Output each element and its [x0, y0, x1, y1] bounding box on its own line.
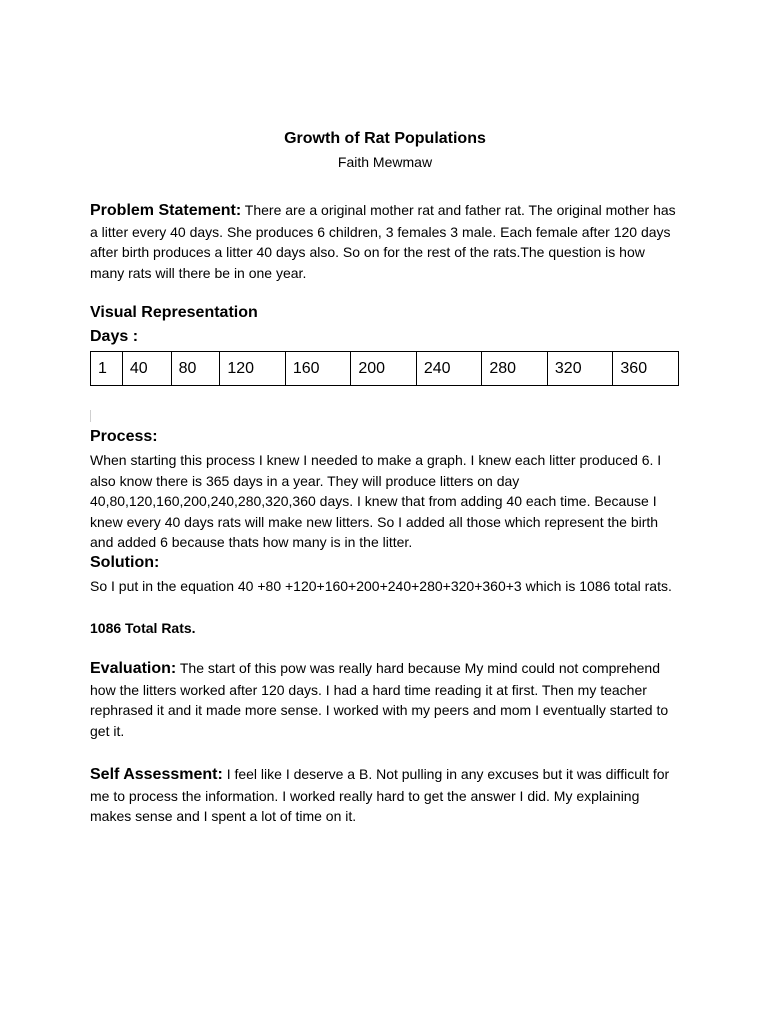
problem-statement-text: There are a original mother rat and father rat. The original mother has a litter every 40 days. She produces 6 children, 3 females 3 male. Each female after 120 days after birth produces a litter 40 days also. So on for the rest of the rats.The question is how many rats will there be in one year.	[90, 202, 676, 281]
evaluation-heading: Evaluation:	[90, 660, 177, 677]
days-label: Days :	[90, 328, 139, 345]
document-title: Growth of Rat Populations	[284, 130, 486, 147]
days-table	[90, 351, 679, 386]
problem-statement-heading: Problem Statement:	[90, 202, 242, 219]
process-text: When starting this process I knew I needed to make a graph. I knew each litter produced 6. I also know there is 365 days in a year. They will produce litters on day 40,80,120,160,200,240,280,320,360 days. I knew that from adding 40 each time. Because I knew every 40 days rats will make new litters. So I added all those which represent the birth and added 6 because thats how many is in the litter.	[90, 452, 662, 550]
evaluation-text: The start of this pow was really hard because My mind could not comprehend how the litters worked after 120 days. I had a hard time reading it at first. Then my teacher rephrased it and it made more sense. I worked with my peers and mom I eventually started to get it.	[90, 660, 669, 739]
day-cell: 320	[547, 352, 613, 386]
day-cell: 80	[171, 352, 220, 386]
days-table-row	[91, 352, 679, 386]
process-heading: Process:	[90, 428, 158, 445]
evaluation-section	[90, 658, 680, 741]
visual-representation-heading: Visual Representation	[90, 304, 258, 321]
text-cursor	[90, 410, 91, 422]
day-cell: 120	[220, 352, 286, 386]
self-assessment-section	[90, 764, 680, 827]
self-assessment-heading: Self Assessment:	[90, 766, 223, 783]
day-cell: 1	[91, 352, 123, 386]
solution-result: 1086 Total Rats.	[90, 620, 196, 636]
solution-text: So I put in the equation 40 +80 +120+160+200+240+280+320+360+3 which is 1086 total rats.	[90, 578, 672, 594]
solution-heading: Solution:	[90, 554, 160, 571]
day-cell: 280	[482, 352, 548, 386]
problem-statement-section	[90, 200, 680, 283]
self-assessment-text: I feel like I deserve a B. Not pulling in any excuses but it was difficult for me to process the information. I worked really hard to get the answer I did. My explaining makes sense and I spent a lot of time on it.	[90, 766, 670, 824]
day-cell: 160	[285, 352, 351, 386]
day-cell: 200	[351, 352, 417, 386]
author-name: Faith Mewmaw	[337, 154, 433, 170]
day-cell: 360	[613, 352, 679, 386]
day-cell: 240	[416, 352, 482, 386]
day-cell: 40	[122, 352, 171, 386]
